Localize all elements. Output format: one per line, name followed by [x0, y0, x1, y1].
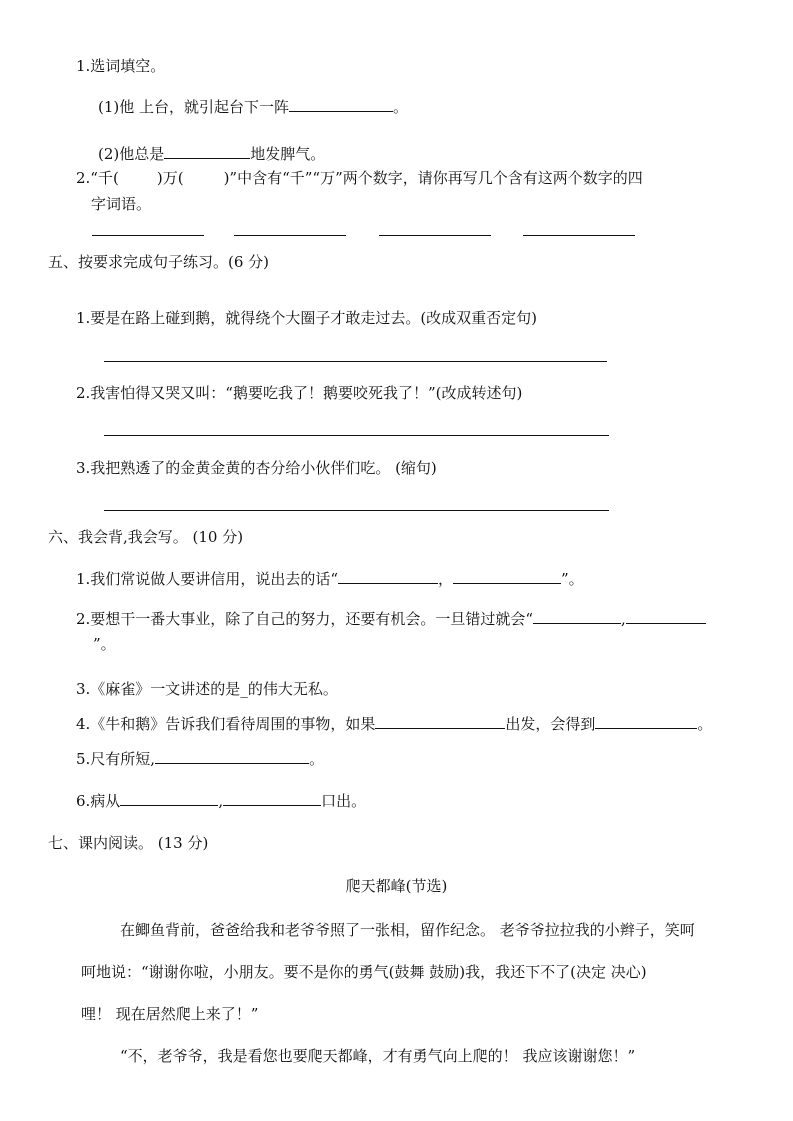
para1-line-1: 在鲫鱼背前，爸爸给我和老爷爷照了一张相，留作纪念。 老爷爷拉拉我的小辫子，笑呵 — [120, 921, 695, 939]
blank-6-1b[interactable] — [453, 568, 561, 584]
sec7-title: 七、课内阅读。 (13 分) — [48, 834, 209, 852]
q1-s2-end: 地发脾气。 — [250, 145, 326, 163]
sec6-item-3: 3.《麻雀》一文讲述的是_的伟大无私。 — [76, 680, 338, 698]
answer-line-5-2[interactable] — [104, 435, 609, 436]
sec6-i4-mid: 出发，会得到 — [505, 715, 596, 733]
sec6-item-2 — [76, 608, 706, 629]
blank-6-6b[interactable] — [223, 790, 321, 806]
sec5-item-1: 1.要是在路上碰到鹅，就得绕个大圈子才敢走过去。(改成双重否定句) — [76, 309, 538, 327]
q1-sentence-1 — [98, 96, 408, 117]
blank-6-6a[interactable] — [120, 790, 218, 806]
sec6-i6-text: 6.病从 — [76, 792, 121, 810]
sec6-item-1 — [76, 568, 584, 589]
blank-6-4b[interactable] — [595, 713, 697, 729]
para2: “不，老爷爷，我是看您也要爬天都峰，才有勇气向上爬的！ 我应该谢谢您！” — [120, 1047, 636, 1065]
blank-6-2b[interactable] — [626, 608, 706, 624]
sec5-item-3: 3.我把熟透了的金黄金黄的杏分给小伙伴们吃。 (缩句) — [76, 459, 437, 477]
blank-q1-1[interactable] — [289, 96, 393, 112]
q1-s1-end: 。 — [393, 98, 409, 116]
sec6-item-2-cont: ”。 — [93, 635, 116, 653]
sec6-title: 六、我会背,我会写。 (10 分) — [48, 528, 244, 546]
sec6-i2-comma: , — [620, 610, 626, 628]
sec5-item-2: 2.我害怕得又哭又叫：“鹅要吃我了！鹅要咬死我了！”(改成转述句) — [76, 384, 523, 402]
sec5-title: 五、按要求完成句子练习。(6 分) — [48, 253, 270, 271]
answer-line-5-3[interactable] — [104, 510, 609, 511]
sec6-i5-text: 5.尺有所短, — [76, 750, 156, 768]
q2-line-2: 字词语。 — [91, 195, 152, 213]
answer-line-q2-4[interactable] — [523, 235, 635, 236]
para1-line-2: 呵地说：“谢谢你啦，小朋友。要不是你的勇气(鼓舞 鼓励)我，我还下不了(决定 决心) — [81, 963, 647, 981]
q2-line-1 — [76, 168, 643, 188]
sec6-item-4 — [76, 713, 712, 734]
sec6-i4-end: 。 — [697, 715, 713, 733]
sec6-i6-comma: , — [218, 792, 224, 810]
q2-p1: 2.“千( — [76, 169, 119, 187]
blank-6-5[interactable] — [155, 748, 309, 764]
sec6-i1-comma: ， — [437, 570, 453, 588]
blank-6-2a[interactable] — [533, 608, 621, 624]
sec6-i1-end: ”。 — [561, 570, 584, 588]
sec6-i6-end: 口出。 — [321, 792, 367, 810]
sec6-item-5 — [76, 748, 324, 769]
q2-p3: )”中含有“千”“万”两个数字，请你再写几个含有这两个数字的四 — [223, 169, 643, 187]
answer-line-q2-1[interactable] — [92, 235, 204, 236]
sec6-item-6 — [76, 790, 366, 811]
blank-q1-2[interactable] — [164, 143, 250, 159]
q1-s1-text: (1)他 上台，就引起台下一阵 — [98, 98, 290, 116]
q1-sentence-2 — [98, 143, 325, 164]
answer-line-q2-3[interactable] — [379, 235, 491, 236]
answer-line-5-1[interactable] — [104, 361, 607, 362]
q1-title: 1.选词填空。 — [76, 57, 166, 75]
sec6-i1-text: 1.我们常说做人要讲信用，说出去的话“ — [76, 570, 338, 588]
sec6-i5-end: 。 — [309, 750, 325, 768]
blank-6-1a[interactable] — [338, 568, 438, 584]
sec6-i2-text: 2.要想干一番大事业，除了自己的努力，还要有机会。一旦错过就会“ — [76, 610, 533, 628]
blank-6-4a[interactable] — [375, 713, 505, 729]
q2-p2: )万( — [156, 169, 184, 187]
answer-line-q2-2[interactable] — [234, 235, 346, 236]
para1-line-3: 哩！ 现在居然爬上来了！” — [81, 1005, 259, 1023]
sec6-i4-text: 4.《牛和鹅》告诉我们看待周围的事物，如果 — [76, 715, 376, 733]
q1-s2-text: (2)他总是 — [98, 145, 165, 163]
article-title: 爬天都峰(节选) — [345, 877, 448, 895]
